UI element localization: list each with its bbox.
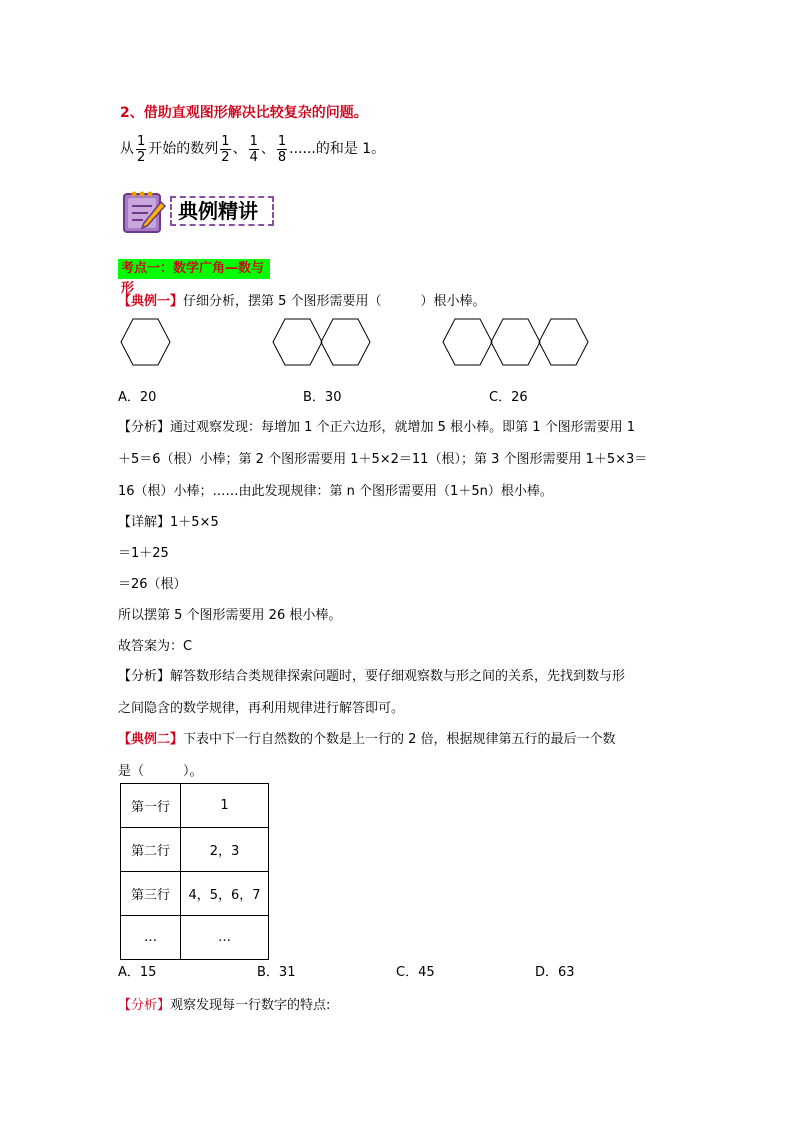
hexagon-figure-1 <box>121 319 170 365</box>
example1-question: 【典例一】仔细分析，摆第 5 个图形需要用（ ）根小棒。 <box>118 294 486 309</box>
example2-question-line-2: 是（ ）。 <box>118 764 203 779</box>
example1-analysis2-line-2: 之间隐含的数学规律，再利用规律进行解答即可。 <box>118 701 405 716</box>
example2-option-c: C．45 <box>396 965 435 980</box>
fraction-2: $\frac{1}{4}$ <box>249 133 258 165</box>
example1-tag: 【典例一】 <box>118 294 184 309</box>
hexagon-figures <box>118 318 598 374</box>
example2-option-a: A．15 <box>118 965 157 980</box>
banner-label: 典例精讲 <box>170 196 274 226</box>
example1-answer: 故答案为：C <box>118 639 193 654</box>
series-suffix: ......的和是 1。 <box>289 141 386 157</box>
example1-analysis-line-1: 【分析】通过观察发现：每增加 1 个正六边形，就增加 5 根小棒。即第 1 个图形需要用 1 <box>118 420 636 435</box>
example2-tag: 【典例二】 <box>118 732 184 747</box>
section-heading: 2、借助直观图形解决比较复杂的问题。 <box>120 105 368 121</box>
example2-option-d: D．63 <box>535 965 575 980</box>
example1-analysis2-line-1: 【分析】解答数形结合类规律探索问题时，要仔细观察数与形之间的关系，先找到数与形 <box>118 669 626 684</box>
example-banner <box>121 188 277 234</box>
example2-analysis: 【分析】观察发现每一行数字的特点: <box>118 998 331 1013</box>
table-row: … … <box>121 916 269 960</box>
table-row: 第二行 2，3 <box>121 828 269 872</box>
example1-conclusion: 所以摆第 5 个图形需要用 26 根小棒。 <box>118 608 342 623</box>
table-row: 第三行 4，5，6，7 <box>121 872 269 916</box>
example1-option-c: C．26 <box>489 390 528 405</box>
series-mid: 开始的数列 <box>148 141 219 157</box>
example2-option-b: B．31 <box>257 965 296 980</box>
fraction-3: $\frac{1}{8}$ <box>277 133 287 165</box>
example1-analysis-line-2: ＋5＝6（根）小棒；第 2 个图形需要用 1＋5×2＝11（根）；第 3 个图形需要用 1＋5×3＝ <box>118 452 648 467</box>
row-pattern-table <box>120 783 269 960</box>
example1-solution-line-3: ＝26（根） <box>118 577 187 592</box>
example1-solution-line-2: ＝1＋25 <box>118 546 169 561</box>
fraction-1: $\frac{1}{2}$ <box>221 133 230 165</box>
example2-question-line-1: 【典例二】下表中下一行自然数的个数是上一行的 2 倍，根据规律第五行的最后一个数 <box>118 732 616 747</box>
series-sentence: 从 $\frac{1}{2}$ 开始的数列 $\frac{1}{2}$ 、 $\frac{1}{4}$ 、 $\frac{1}{8}$ ......的和是 1。 <box>120 133 386 165</box>
hexagon-figure-2 <box>273 319 370 365</box>
notepad-pencil-icon <box>121 188 167 234</box>
example1-solution-line-1: 【详解】1＋5×5 <box>118 515 219 530</box>
fraction-start: $\frac{1}{2}$ <box>137 133 146 165</box>
topic-label: 考点一：数学广角—数与形 <box>118 259 270 279</box>
hexagon-figure-3 <box>443 319 588 365</box>
example1-option-b: B．30 <box>303 390 342 405</box>
example1-analysis-line-3: 16（根）小棒；……由此发现规律：第 n 个图形需要用（1＋5n）根小棒。 <box>118 484 553 499</box>
series-prefix: 从 <box>120 141 134 157</box>
example1-option-a: A．20 <box>118 390 157 405</box>
table-row: 第一行 1 <box>121 784 269 828</box>
